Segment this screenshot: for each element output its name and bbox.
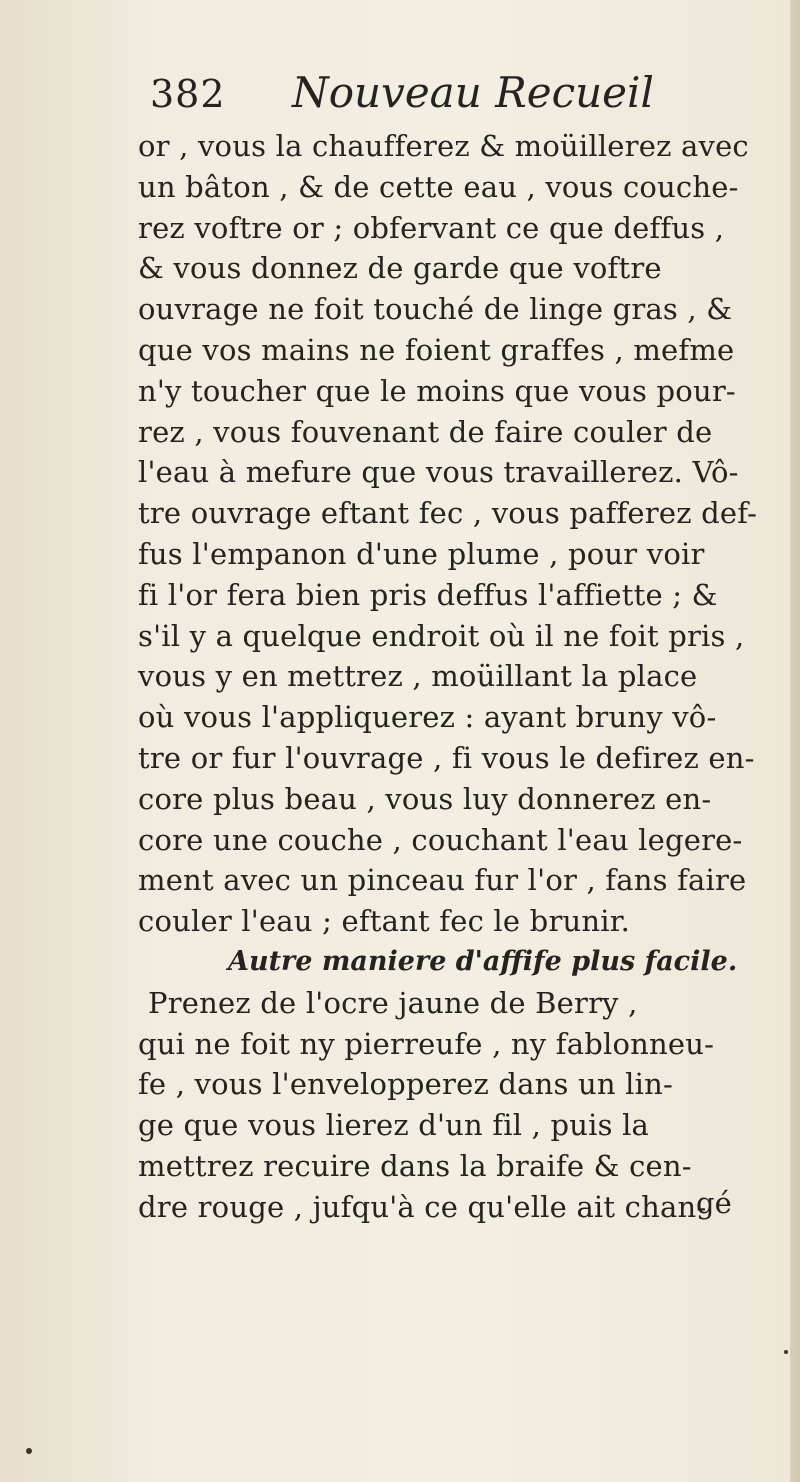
text-line: core une couche , couchant l'eau legere- — [138, 822, 743, 857]
text-line: ment avec un pinceau fur l'or , fans faire — [138, 863, 747, 898]
text-line: s'il y a quelque endroit où il ne foit pris , — [138, 618, 745, 653]
text-line: vous y en mettrez , moüillant la place — [138, 659, 698, 694]
text-line: couler l'eau ; eftant fec le brunir. — [138, 904, 631, 939]
text-line: Prenez de l'ocre jaune de Berry , — [148, 985, 638, 1020]
text-line: un bâton , & de cette eau , vous couche- — [138, 169, 739, 204]
text-line: core plus beau , vous luy donnerez en- — [138, 781, 712, 816]
text-line: fi l'or fera bien pris deffus l'affiette ; & — [138, 577, 718, 612]
text-line: dre rouge , jufqu'à ce qu'elle ait chan- — [138, 1189, 707, 1224]
text-line: l'eau à mefure que vous travaillerez. Vô- — [138, 455, 739, 490]
catchword: gé — [696, 1186, 732, 1220]
body-text — [138, 126, 788, 1228]
ink-speck — [26, 1448, 32, 1454]
text-line: qui ne foit ny pierreufe , ny fablonneu- — [138, 1026, 715, 1061]
page-edge — [790, 0, 800, 1482]
running-title: Nouveau Recueil — [292, 68, 654, 117]
section-heading: Autre maniere d'affife plus facile. — [228, 945, 738, 977]
page-number: 382 — [150, 72, 226, 116]
text-line: fus l'empanon d'une plume , pour voir — [138, 536, 705, 571]
text-line: rez voftre or ; obfervant ce que deffus , — [138, 210, 725, 245]
text-line: fe , vous l'envelopperez dans un lin- — [138, 1067, 673, 1102]
ink-speck — [784, 1350, 788, 1354]
text-line: tre or fur l'ouvrage , fi vous le defirez en- — [138, 740, 755, 775]
page-header — [150, 68, 750, 128]
text-line: & vous donnez de garde que voftre — [138, 251, 662, 286]
text-line: ge que vous lierez d'un fil , puis la — [138, 1108, 650, 1143]
text-line: rez , vous fouvenant de faire couler de — [138, 414, 713, 449]
text-line: ouvrage ne foit touché de linge gras , & — [138, 292, 733, 327]
text-line: tre ouvrage eftant fec , vous pafferez def- — [138, 496, 758, 531]
text-line: n'y toucher que le moins que vous pour- — [138, 373, 736, 408]
text-line: mettrez recuire dans la braife & cen- — [138, 1148, 692, 1183]
text-line: que vos mains ne foient graffes , mefme — [138, 332, 735, 367]
text-line: or , vous la chaufferez & moüillerez avec — [138, 129, 749, 163]
text-line: où vous l'appliquerez : ayant bruny vô- — [138, 700, 717, 735]
